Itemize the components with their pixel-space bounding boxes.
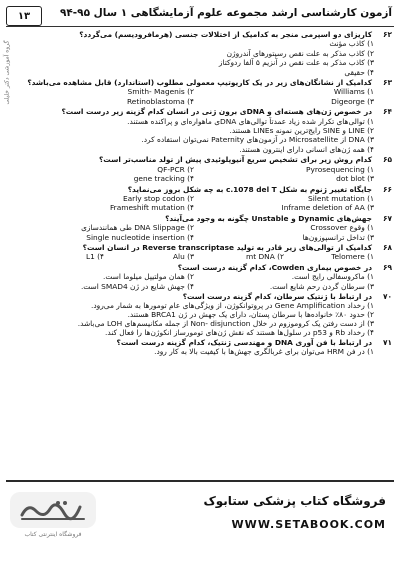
- option-4: ۴) جهش شایع در ژن SMAD4 است.: [80, 281, 194, 291]
- store-name: فروشگاه کتاب پزشکی ستابوک: [203, 494, 386, 508]
- question-62: [14, 30, 392, 77]
- side-watermark: [1, 40, 13, 105]
- option-2: ۲) حدود ۸۰٪ خانواده‌ها با سرطان پستان، دارای یک جهش در ژن BRCA1 هستند.: [127, 309, 374, 319]
- question-text: در خصوص ژن‌های هسته‌ای و DNAی برون ژنی در انسان کدام گزینه زیر درست است؟: [61, 107, 372, 117]
- option-4: ۴) Frameshift mutation: [109, 203, 194, 213]
- store-url[interactable]: WWW.SETABOOK.COM: [231, 518, 386, 531]
- option-3: ۳) DNA از Microsatellite در آزمون‌های Paternity نمی‌توان استفاده کرد.: [141, 135, 374, 145]
- option-1: ۱) رخداد Gene Amplification در پروتوانکوژن، از ویژگی‌های عام تومورها به شمار می‌رود.: [91, 300, 374, 310]
- question-66: [14, 185, 392, 213]
- option-2: ۲) Smith- Magenis: [127, 87, 194, 97]
- option-4: ۴) L1: [85, 252, 104, 262]
- question-number: ۶۷: [382, 213, 392, 223]
- option-1: ۱) Silent mutation: [308, 193, 374, 203]
- option-4: ۴) gene tracking: [133, 174, 194, 184]
- question-69: [14, 263, 392, 291]
- setabook-logo: [10, 492, 96, 546]
- question-number: ۶۴: [382, 107, 392, 117]
- page-number: ۱۳: [6, 6, 42, 26]
- question-67: [14, 214, 392, 242]
- page-header: [6, 4, 394, 28]
- option-1: ۱) وقوع Crossover: [310, 223, 374, 233]
- question-list: [14, 30, 392, 478]
- option-3: ۳) کاذب مذکر به علت نقص در آنزیم ۵ آلفا ردوکتاز: [218, 58, 374, 68]
- option-3: ۳) تداخل ترانسپوزون‌ها: [302, 232, 374, 242]
- question-number: ۷۰: [382, 291, 392, 301]
- option-3: ۳) Alu: [172, 252, 194, 262]
- question-text: در خصوص بیماری Cowden، کدام گزینه درست است؟: [177, 262, 372, 272]
- question-64: [14, 107, 392, 154]
- option-1: ۱) ماکروسفالی رایج است.: [291, 272, 374, 282]
- question-number: ۶۸: [382, 242, 392, 252]
- option-2: ۲) LINE و SINE رایج‌ترین نمونه LINEs هستند.: [229, 126, 374, 136]
- setabook-logo-mark: [10, 492, 96, 528]
- option-3: ۳) سرطان گردن رحم شایع است.: [269, 281, 374, 291]
- option-2: ۲) همان مولتیپل میلوما است.: [103, 272, 194, 282]
- question-number: ۶۶: [382, 184, 392, 194]
- question-63: [14, 78, 392, 106]
- option-1: ۱) Pyrosequencing: [306, 164, 374, 174]
- option-4: ۴) Single nucleotide insertion: [86, 232, 194, 242]
- question-text: کاریزای دو اسپرمی منجر به کدامیک از اختلالات جنسی (هرمافرودیسم) می‌گردد؟: [79, 30, 372, 39]
- question-68: [14, 243, 392, 262]
- header-divider: [6, 26, 394, 27]
- question-text: در ارتباط با فن آوری DNA و مهندسی ژنتیک، کدام گزینه درست است؟: [116, 337, 372, 347]
- question-number: ۶۳: [382, 78, 392, 88]
- question-text: کدام روش زیر برای تشخیص سریع آنیوپلوئیدی پیش از تولد مناسب‌تر است؟: [98, 155, 372, 165]
- option-4: ۴) همه ژن‌های انسانی دارای اینترون هستند.: [239, 144, 374, 154]
- option-2: ۲) Early stop codon: [122, 193, 194, 203]
- option-1: ۱) در فن HRM می‌توان برای غربالگری جهش‌ها با کیفیت بالا به کار رود.: [154, 346, 374, 356]
- question-number: ۶۵: [382, 155, 392, 165]
- question-number: ۶۹: [382, 262, 392, 272]
- option-1: ۱) Williams: [333, 87, 374, 97]
- question-text: در ارتباط با ژنتیک سرطان، کدام گزینه درست است؟: [182, 291, 372, 301]
- page-footer: [0, 478, 400, 562]
- option-4: ۴) حقیقی: [344, 67, 374, 77]
- option-2: ۲) mt DNA: [246, 252, 284, 262]
- side-watermark-text: گروه آموزشی دکتر خلیلی: [3, 40, 11, 105]
- option-3: ۳) dot blot: [336, 174, 374, 184]
- question-70: [14, 292, 392, 337]
- option-2: ۲) QF-PCR: [157, 164, 194, 174]
- question-number: ۶۲: [382, 30, 392, 39]
- option-2: ۲) کاذب مذکر به علت نقص رسپتورهای آندروژن: [226, 48, 374, 58]
- option-3: ۳) Digeorge: [331, 96, 374, 106]
- option-3: ۳) از دست رفتن یک کروموزوم در خلال Non- disjunction از جمله مکانیسم‌های LOH می‌باشد.: [77, 318, 374, 328]
- question-text: جهش‌های Dynamic و Unstable چگونه به وجود می‌آیند؟: [165, 213, 372, 223]
- option-3: ۳) Inframe deletion of AA: [281, 203, 374, 213]
- book-title: آزمون کارشناسی ارشد مجموعه علوم آزمایشگاهی ۱ سال ۹۵-۹۴: [59, 7, 392, 19]
- footer-divider: [6, 480, 394, 482]
- logo-subtitle: فروشگاه اینترنتی کتاب: [24, 531, 82, 538]
- option-1: ۱) کاذب مؤنث: [329, 39, 374, 49]
- option-2: ۲) DNA Slippage طی همانندسازی: [81, 223, 194, 233]
- option-1: ۱) Telomere: [331, 252, 374, 262]
- question-text: کدامیک از توالی‌های زیر قادر به تولید Reverse transcriptase در انسان است؟: [82, 242, 372, 252]
- question-text: جایگاه تغییر ژنوم به شکل c.1078 del T به چه شکل بروز می‌نماید؟: [127, 184, 372, 194]
- option-4: ۴) رخداد Rb و p53 در سلول‌ها هستند که نقش ژن‌های تومورساز انکوژن‌ها را فعال کند.: [104, 327, 374, 337]
- question-number: ۷۱: [382, 337, 392, 347]
- question-65: [14, 155, 392, 183]
- question-text: کدامیک از نشانگان‌های زیر در یک کاریوتیپ معمولی مطلوب (استاندارد) قابل مشاهده می‌باشد؟: [27, 78, 372, 88]
- question-71: [14, 338, 392, 356]
- option-1: ۱) توالی‌های تکرار شده زیاد عمدتاً توالی‌های DNAی ماهواره‌ای و پراکنده هستند.: [127, 116, 374, 126]
- option-4: ۴) Retinoblastoma: [127, 96, 194, 106]
